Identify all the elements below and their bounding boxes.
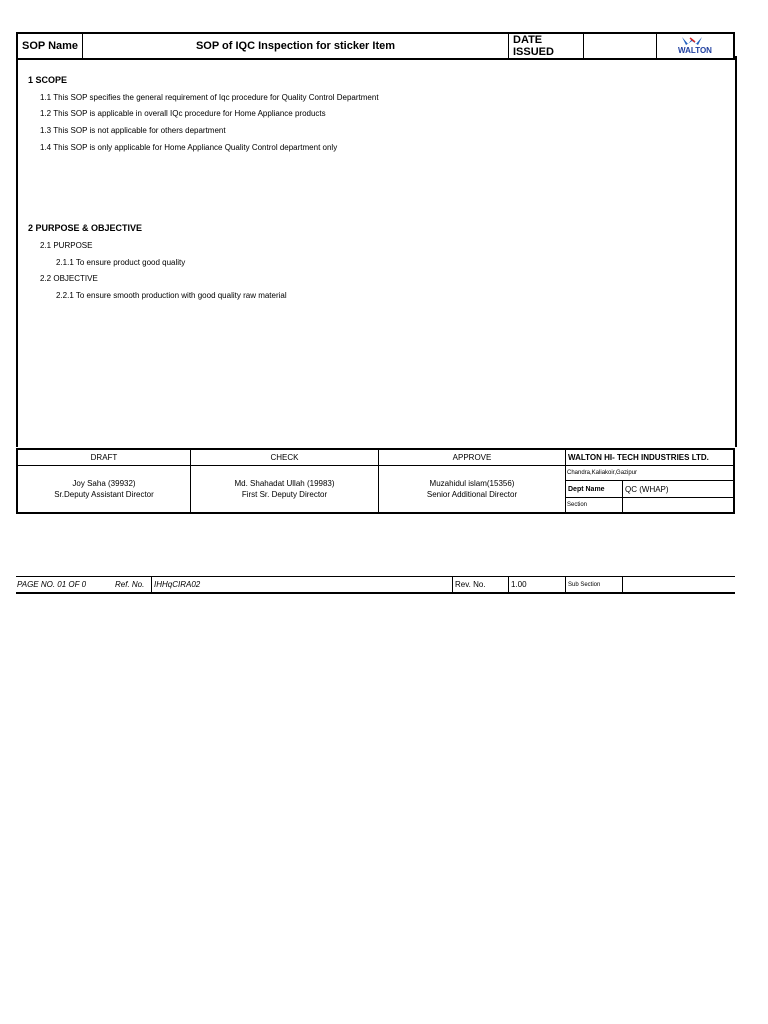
check-name: Md. Shahadat Ullah (19983) — [234, 479, 335, 488]
footer-table — [16, 576, 735, 594]
date-issued-label: DATE ISSUED — [509, 33, 584, 59]
purpose-heading: 2 PURPOSE & OBJECTIVE — [28, 223, 143, 233]
walton-logo-text: WALTON — [678, 45, 712, 55]
sop-title: SOP of IQC Inspection for sticker Item — [83, 33, 509, 59]
scope-item: 1.3 This SOP is not applicable for others department — [40, 126, 226, 135]
walton-logo-icon — [664, 35, 726, 55]
sop-name-label: SOP Name — [17, 33, 83, 59]
company-name: WALTON HI- TECH INDUSTRIES LTD. — [566, 449, 735, 466]
approve-title: Senior Additional Director — [426, 490, 518, 499]
approve-signatory — [379, 466, 566, 514]
subsection-value — [623, 577, 736, 594]
draft-label: DRAFT — [17, 449, 191, 466]
dept-name-label: Dept Name — [566, 481, 623, 498]
company-address: Chandra,Kaliakoir,Gazipur — [566, 466, 735, 481]
purpose-item: 2.1.1 To ensure product good quality — [56, 258, 186, 267]
approve-name: Muzahidul islam(15356) — [429, 479, 515, 488]
page-number: PAGE NO. 01 OF 0 — [17, 580, 87, 589]
check-title: First Sr. Deputy Director — [241, 490, 328, 499]
dept-name-value: QC (WHAP) — [623, 481, 735, 498]
purpose-label: 2.1 PURPOSE — [40, 241, 93, 250]
ref-value: IHHqCIRA02 — [152, 577, 453, 594]
document-body — [16, 56, 737, 447]
scope-item: 1.1 This SOP specifies the general requirement of Iqc procedure for Quality Control Department — [40, 93, 379, 102]
objective-item: 2.2.1 To ensure smooth production with good quality raw material — [56, 291, 287, 300]
subsection-label: Sub Section — [566, 577, 623, 594]
objective-label: 2.2 OBJECTIVE — [40, 274, 98, 283]
rev-label: Rev. No. — [453, 577, 509, 594]
ref-label: Ref. No. — [115, 580, 145, 589]
rev-value: 1.00 — [509, 577, 566, 594]
draft-name: Joy Saha (39932) — [72, 479, 136, 488]
check-signatory — [191, 466, 379, 514]
approve-label: APPROVE — [379, 449, 566, 466]
draft-title: Sr.Deputy Assistant Director — [54, 490, 154, 499]
scope-item: 1.4 This SOP is only applicable for Home Appliance Quality Control department only — [40, 143, 338, 152]
signature-table — [16, 448, 735, 514]
draft-signatory — [17, 466, 191, 514]
scope-item: 1.2 This SOP is applicable in overall IQc procedure for Home Appliance products — [40, 109, 326, 118]
section-label: Section — [566, 498, 623, 514]
check-label: CHECK — [191, 449, 379, 466]
scope-heading: 1 SCOPE — [28, 75, 68, 85]
section-value — [623, 498, 735, 514]
